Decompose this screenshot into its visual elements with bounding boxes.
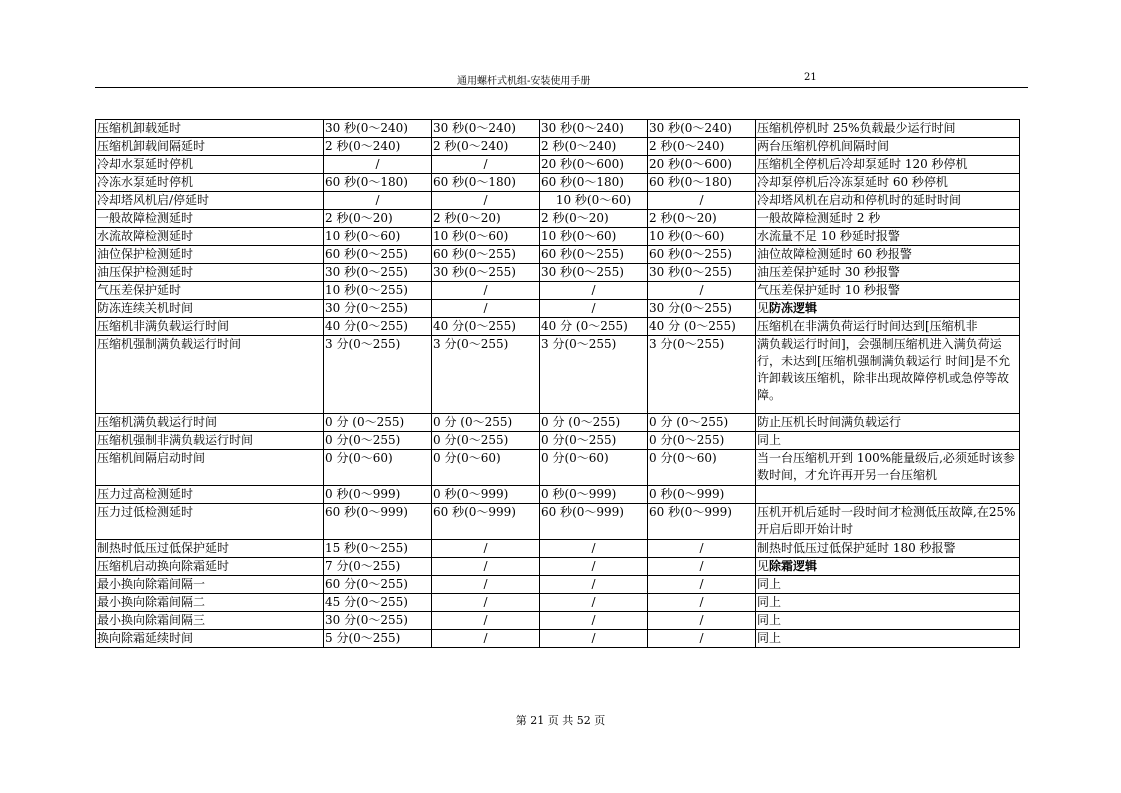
table-row [96, 300, 1020, 318]
parameter-value: 30 秒(0～240) [432, 120, 540, 138]
parameter-value: / [540, 594, 648, 612]
parameter-value: 0 分(0～60) [648, 450, 756, 486]
table-row [96, 558, 1020, 576]
parameter-value: 60 秒(0～999) [324, 504, 432, 540]
parameter-name: 最小换向除霜间隔二 [96, 594, 324, 612]
parameter-value: 10 秒(0～255) [324, 282, 432, 300]
parameter-value: 0 分(0～60) [540, 450, 648, 486]
parameter-value: / [540, 282, 648, 300]
parameter-value: 60 秒(0～255) [648, 246, 756, 264]
description-prefix: 见 [757, 301, 770, 315]
parameter-value: 3 分(0～255) [432, 336, 540, 414]
parameter-value: / [540, 576, 648, 594]
parameter-value: 20 秒(0～600) [648, 156, 756, 174]
parameter-description: 满负载运行时间]，会强制压缩机进入满负荷运行，未达到[压缩机强制满负载运行 时间]是不允许卸载该压缩机，除非出现故障停机或急停等故障。 [756, 336, 1020, 414]
table-row [96, 630, 1020, 648]
parameter-value: 60 秒(0～180) [324, 174, 432, 192]
parameter-value: / [432, 192, 540, 210]
parameter-description: 一般故障检测延时 2 秒 [756, 210, 1020, 228]
parameter-value: / [648, 630, 756, 648]
table-row [96, 540, 1020, 558]
table-row [96, 336, 1020, 414]
parameter-value: 10 秒(0～60) [540, 228, 648, 246]
parameter-description: 制热时低压过低保护延时 180 秒报警 [756, 540, 1020, 558]
parameter-name: 压力过低检测延时 [96, 504, 324, 540]
parameter-value: / [432, 156, 540, 174]
parameter-value: 60 秒(0～180) [540, 174, 648, 192]
parameter-value: 0 分 (0～255) [540, 414, 648, 432]
parameter-description: 同上 [756, 630, 1020, 648]
parameter-value: 40 分(0～255) [432, 318, 540, 336]
parameter-value: / [432, 630, 540, 648]
parameter-value: 60 秒(0～999) [540, 504, 648, 540]
parameter-value: 0 分(0～255) [432, 432, 540, 450]
parameter-name: 防冻连续关机时间 [96, 300, 324, 318]
parameter-name: 压缩机卸载间隔延时 [96, 138, 324, 156]
parameter-value: / [540, 300, 648, 318]
parameter-value: / [648, 612, 756, 630]
table-row [96, 210, 1020, 228]
parameter-value: 10 秒(0～60) [324, 228, 432, 246]
table-row [96, 228, 1020, 246]
parameter-value: / [324, 156, 432, 174]
parameter-value: 30 秒(0～240) [540, 120, 648, 138]
parameter-value: 10 秒(0～60) [432, 228, 540, 246]
parameter-value: 30 分(0～255) [324, 300, 432, 318]
parameter-name: 冷却塔风机启/停延时 [96, 192, 324, 210]
parameter-name: 最小换向除霜间隔三 [96, 612, 324, 630]
parameter-value: / [432, 300, 540, 318]
parameter-value: 45 分(0～255) [324, 594, 432, 612]
parameter-value: 60 秒(0～999) [432, 504, 540, 540]
header-title: 通用螺杆式机组-安装使用手册 [457, 76, 591, 87]
table-row [96, 594, 1020, 612]
page-header [95, 72, 1028, 88]
parameter-description: 压机开机后延时一段时间才检测低压故障,在25%开启后即开始计时 [756, 504, 1020, 540]
parameter-value: / [540, 630, 648, 648]
table-row [96, 156, 1020, 174]
parameter-value: 5 分(0～255) [324, 630, 432, 648]
parameter-value: 0 分(0～60) [324, 450, 432, 486]
parameter-name: 压缩机强制非满负载运行时间 [96, 432, 324, 450]
parameter-description: 同上 [756, 432, 1020, 450]
parameter-value: / [648, 558, 756, 576]
parameter-name: 最小换向除霜间隔一 [96, 576, 324, 594]
parameter-value: 10 秒(0～60) [540, 192, 648, 210]
table-row [96, 318, 1020, 336]
parameter-description: 压缩机停机时 25%负载最少运行时间 [756, 120, 1020, 138]
parameter-value: / [540, 558, 648, 576]
parameter-value: 2 秒(0～240) [648, 138, 756, 156]
parameter-name: 压缩机满负载运行时间 [96, 414, 324, 432]
parameter-value: / [432, 558, 540, 576]
parameter-value: 60 分(0～255) [324, 576, 432, 594]
parameter-value: 60 秒(0～180) [432, 174, 540, 192]
parameter-value: 30 秒(0～255) [432, 264, 540, 282]
parameter-value: 0 分(0～255) [648, 432, 756, 450]
parameter-description: 同上 [756, 594, 1020, 612]
parameter-description: 当一台压缩机开到 100%能量级后,必须延时该参数时间，才允许再开另一台压缩机 [756, 450, 1020, 486]
description-link-text: 防冻逻辑 [769, 301, 818, 315]
parameter-value: / [432, 282, 540, 300]
parameter-name: 水流故障检测延时 [96, 228, 324, 246]
page-footer: 第 21 页 共 52 页 [515, 714, 606, 727]
parameter-description: 油位故障检测延时 60 秒报警 [756, 246, 1020, 264]
parameter-value: 20 秒(0～600) [540, 156, 648, 174]
parameter-value: / [648, 192, 756, 210]
parameter-value: 3 分(0～255) [540, 336, 648, 414]
parameter-value: 30 秒(0～240) [324, 120, 432, 138]
parameter-value: 2 秒(0～20) [324, 210, 432, 228]
parameter-value: 0 秒(0～999) [648, 486, 756, 504]
table-row [96, 576, 1020, 594]
parameter-table-body [96, 120, 1020, 648]
parameter-name: 冷却水泵延时停机 [96, 156, 324, 174]
parameter-value: / [540, 612, 648, 630]
table-row [96, 414, 1020, 432]
parameter-value: 0 秒(0～999) [432, 486, 540, 504]
parameter-value: 60 秒(0～999) [648, 504, 756, 540]
parameter-description: 冷却泵停机后冷冻泵延时 60 秒停机 [756, 174, 1020, 192]
parameter-name: 气压差保护延时 [96, 282, 324, 300]
table-row [96, 192, 1020, 210]
table-row [96, 174, 1020, 192]
parameter-value: 0 秒(0～999) [324, 486, 432, 504]
parameter-value: 15 秒(0～255) [324, 540, 432, 558]
parameter-value: / [648, 282, 756, 300]
parameter-value: / [432, 576, 540, 594]
parameter-value: / [432, 594, 540, 612]
parameter-value: 60 秒(0～255) [324, 246, 432, 264]
parameter-description: 两台压缩机停机间隔时间 [756, 138, 1020, 156]
table-row [96, 138, 1020, 156]
parameter-description: 水流量不足 10 秒延时报警 [756, 228, 1020, 246]
table-row [96, 450, 1020, 486]
parameter-value: 2 秒(0～240) [432, 138, 540, 156]
parameter-value: 0 分(0～255) [324, 432, 432, 450]
parameter-value: 30 秒(0～255) [540, 264, 648, 282]
table-row [96, 504, 1020, 540]
parameter-description: 防止压机长时间满负载运行 [756, 414, 1020, 432]
parameter-value: / [648, 540, 756, 558]
parameter-description [756, 486, 1020, 504]
parameter-value: 2 秒(0～240) [324, 138, 432, 156]
parameter-value: 10 秒(0～60) [648, 228, 756, 246]
parameter-name: 压缩机启动换向除霜延时 [96, 558, 324, 576]
parameter-table [95, 119, 1020, 648]
parameter-description: 同上 [756, 612, 1020, 630]
parameter-value: / [648, 594, 756, 612]
parameter-description: 同上 [756, 576, 1020, 594]
parameter-value: 0 分(0～60) [432, 450, 540, 486]
parameter-value: 30 秒(0～240) [648, 120, 756, 138]
table-row [96, 264, 1020, 282]
parameter-value: / [540, 540, 648, 558]
parameter-name: 油位保护检测延时 [96, 246, 324, 264]
parameter-value: / [432, 612, 540, 630]
parameter-description: 压缩机在非满负荷运行时间达到[压缩机非 [756, 318, 1020, 336]
parameter-value: 30 分(0～255) [324, 612, 432, 630]
table-row [96, 246, 1020, 264]
description-prefix: 见 [757, 559, 770, 573]
parameter-name: 压力过高检测延时 [96, 486, 324, 504]
parameter-description [756, 300, 1020, 318]
parameter-value: 0 分(0～255) [540, 432, 648, 450]
parameter-description [756, 558, 1020, 576]
parameter-value: 0 分 (0～255) [648, 414, 756, 432]
parameter-value: 30 分(0～255) [648, 300, 756, 318]
parameter-description: 油压差保护延时 30 秒报警 [756, 264, 1020, 282]
parameter-value: 40 分 (0～255) [648, 318, 756, 336]
table-row [96, 120, 1020, 138]
parameter-name: 换向除霜延续时间 [96, 630, 324, 648]
parameter-value: 30 秒(0～255) [324, 264, 432, 282]
parameter-value: 30 秒(0～255) [648, 264, 756, 282]
parameter-value: 2 秒(0～240) [540, 138, 648, 156]
parameter-value: 2 秒(0～20) [540, 210, 648, 228]
parameter-name: 压缩机间隔启动时间 [96, 450, 324, 486]
parameter-value: 60 秒(0～255) [540, 246, 648, 264]
parameter-name: 压缩机非满负载运行时间 [96, 318, 324, 336]
parameter-name: 冷冻水泵延时停机 [96, 174, 324, 192]
parameter-description: 气压差保护延时 10 秒报警 [756, 282, 1020, 300]
parameter-value: 40 分 (0～255) [540, 318, 648, 336]
table-row [96, 282, 1020, 300]
parameter-name: 压缩机卸载延时 [96, 120, 324, 138]
parameter-value: 7 分(0～255) [324, 558, 432, 576]
parameter-name: 制热时低压过低保护延时 [96, 540, 324, 558]
parameter-value: 3 分(0～255) [648, 336, 756, 414]
parameter-value: 3 分(0～255) [324, 336, 432, 414]
parameter-value: 60 秒(0～180) [648, 174, 756, 192]
parameter-value: / [324, 192, 432, 210]
parameter-value: 2 秒(0～20) [432, 210, 540, 228]
table-row [96, 486, 1020, 504]
parameter-value: 0 分 (0～255) [432, 414, 540, 432]
parameter-value: 2 秒(0～20) [648, 210, 756, 228]
parameter-name: 油压保护检测延时 [96, 264, 324, 282]
parameter-name: 一般故障检测延时 [96, 210, 324, 228]
parameter-description: 压缩机全停机后冷却泵延时 120 秒停机 [756, 156, 1020, 174]
parameter-value: 40 分(0～255) [324, 318, 432, 336]
table-row [96, 432, 1020, 450]
parameter-value: 0 秒(0～999) [540, 486, 648, 504]
parameter-description: 冷却塔风机在启动和停机时的延时时间 [756, 192, 1020, 210]
parameter-value: 0 分 (0～255) [324, 414, 432, 432]
description-link-text: 除霜逻辑 [769, 559, 818, 573]
parameter-value: / [432, 540, 540, 558]
header-page-number: 21 [804, 72, 817, 83]
parameter-name: 压缩机强制满负载运行时间 [96, 336, 324, 414]
parameter-value: 60 秒(0～255) [432, 246, 540, 264]
table-row [96, 612, 1020, 630]
parameter-value: / [648, 576, 756, 594]
